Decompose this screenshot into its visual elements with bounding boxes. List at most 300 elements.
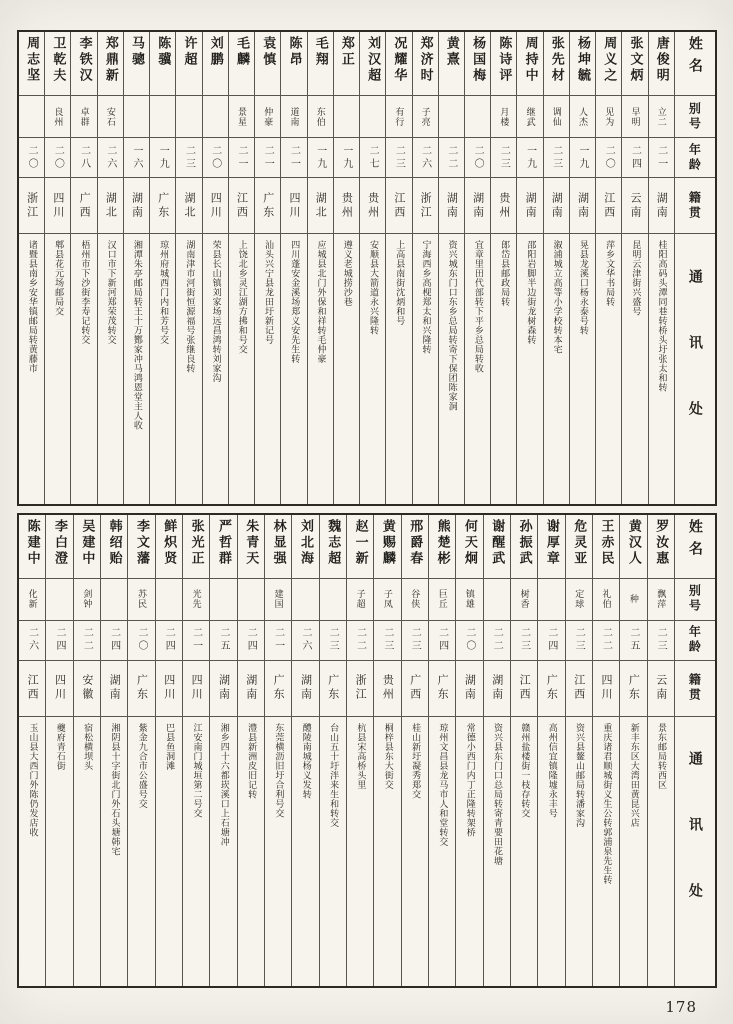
person-age-text: 二三 <box>498 144 510 171</box>
person-age-text: 二四 <box>163 627 175 653</box>
person-age-text: 二〇 <box>603 144 615 171</box>
person-column <box>45 32 71 504</box>
person-address-text: 诸暨县南乡安华镇邮局转黄藤市 <box>26 240 37 373</box>
person-name-text: 黄赐麟 <box>379 518 395 567</box>
person-name <box>360 32 385 96</box>
person-name-text: 邢爵春 <box>407 518 423 567</box>
person-native-place-text: 湖南 <box>108 674 122 702</box>
person-age-text: 二一 <box>272 627 284 653</box>
person-address-text: 紫金九合市公盛号交 <box>136 722 147 808</box>
person-column <box>622 32 648 504</box>
person-address-text: 新丰东区大湾田黄昆兴店 <box>628 722 639 827</box>
person-name-text: 陈骥 <box>155 36 171 68</box>
person-name-text: 朱青天 <box>243 518 259 567</box>
person-alias <box>538 579 564 621</box>
person-age-text: 二七 <box>367 144 379 171</box>
person-alias <box>150 96 175 138</box>
person-name <box>46 515 72 579</box>
person-name-text: 韩绍贻 <box>106 518 122 567</box>
person-alias <box>19 579 45 621</box>
person-alias-text: 子超 <box>354 589 365 609</box>
person-alias-text: 立二 <box>655 106 666 127</box>
person-name <box>238 515 264 579</box>
person-age <box>124 138 149 178</box>
person-address <box>98 234 123 504</box>
person-alias-text: 谷侠 <box>409 589 420 609</box>
person-name <box>649 32 674 96</box>
person-column <box>308 32 334 504</box>
person-native-place <box>593 661 619 717</box>
person-age <box>491 138 516 178</box>
person-age <box>374 621 400 661</box>
person-age-text: 二三 <box>550 144 562 171</box>
person-name <box>374 515 400 579</box>
person-native-place <box>19 178 44 234</box>
person-age-text: 一九 <box>524 144 536 171</box>
person-address-text: 梧州市下沙街李寿记转交 <box>79 240 90 345</box>
person-age-text: 二五 <box>627 627 639 653</box>
person-age <box>593 621 619 661</box>
person-alias-text: 巨丘 <box>436 589 447 609</box>
row-label-alias-text: 别号 <box>687 101 702 132</box>
person-address <box>45 234 70 504</box>
person-alias <box>292 579 318 621</box>
person-age <box>596 138 621 178</box>
person-age <box>74 621 100 661</box>
person-native-place-text: 湖北 <box>314 191 328 220</box>
person-alias-text: 子凤 <box>381 589 392 609</box>
person-address-text: 台山五十圩泮来生和转交 <box>328 722 339 827</box>
person-alias <box>648 579 674 621</box>
person-native-place-text: 湖南 <box>524 191 538 220</box>
person-native-place <box>183 661 209 717</box>
person-native-place-text: 四川 <box>287 191 301 220</box>
person-column <box>19 32 45 504</box>
person-age-text: 二四 <box>108 627 120 653</box>
person-native-place <box>71 178 96 234</box>
person-column <box>265 515 292 987</box>
person-name-text: 周志坚 <box>24 36 40 84</box>
person-address-text: 应城县北门外保和祥转毛仲豪 <box>315 240 326 364</box>
row-label-native-place-text: 籍贯 <box>687 673 702 703</box>
person-alias-text: 飘萍 <box>655 589 666 609</box>
person-native-place-text: 广西 <box>408 674 422 702</box>
person-alias-text: 化新 <box>26 589 37 609</box>
person-native-place-text: 四川 <box>190 674 204 702</box>
person-alias-text: 安石 <box>104 106 115 127</box>
person-age-text: 二六 <box>299 627 311 653</box>
row-label-age <box>675 138 715 178</box>
person-native-place-text: 广东 <box>545 674 559 702</box>
person-address <box>265 717 291 987</box>
person-age-text: 二一 <box>655 144 667 171</box>
person-name-text: 谢醒武 <box>489 518 505 567</box>
person-name-text: 郑正 <box>338 36 354 68</box>
person-address-text: 湘阴县十字街北门外石头塘韩宅 <box>109 722 120 856</box>
person-column <box>292 515 319 987</box>
person-address-text: 宿松横坝头 <box>82 722 93 770</box>
person-age-text: 一九 <box>157 144 169 171</box>
person-address <box>413 234 438 504</box>
person-column <box>210 515 237 987</box>
person-name <box>648 515 674 579</box>
person-age-text: 二〇 <box>135 627 147 653</box>
person-age <box>71 138 96 178</box>
person-column <box>229 32 255 504</box>
person-age <box>439 138 464 178</box>
person-age <box>517 138 542 178</box>
person-address-text: 溆浦城立高等小学校转本宅 <box>551 240 562 354</box>
person-address-text: 上高县南街沈炳和号 <box>394 240 405 326</box>
person-address-text: 醴陵南城杨义发转 <box>300 722 311 799</box>
person-age <box>183 621 209 661</box>
person-native-place <box>203 178 228 234</box>
person-native-place-text: 湖南 <box>130 191 144 220</box>
person-name-text: 谢厚章 <box>543 518 559 567</box>
person-alias-text: 调仙 <box>550 106 561 127</box>
row-label-name <box>675 515 715 579</box>
person-name <box>265 515 291 579</box>
person-native-place <box>176 178 201 234</box>
person-name-text: 黄汉人 <box>625 518 641 567</box>
person-name-text: 黄熹 <box>443 36 459 68</box>
person-native-place <box>45 178 70 234</box>
person-address-text: 夔府青石街 <box>54 722 65 770</box>
person-name <box>439 32 464 96</box>
person-age-text: 二六 <box>419 144 431 171</box>
person-age <box>255 138 280 178</box>
person-name-text: 林显强 <box>270 518 286 567</box>
person-native-place-text: 湖北 <box>183 191 197 220</box>
person-native-place-text: 湖南 <box>463 674 477 702</box>
person-alias <box>98 96 123 138</box>
person-native-place-text: 云南 <box>629 191 642 220</box>
person-address <box>511 717 537 987</box>
person-native-place-text: 湖南 <box>217 674 231 702</box>
person-column <box>238 515 265 987</box>
person-alias <box>517 96 542 138</box>
person-name-text: 郑济时 <box>417 36 433 84</box>
person-address-text: 四川蓬安金溪场郑义安先生转 <box>289 240 300 364</box>
person-native-place <box>46 661 72 717</box>
person-name-text: 熊楚彬 <box>434 518 450 567</box>
person-native-place <box>347 661 373 717</box>
person-name-text: 周义之 <box>601 36 617 84</box>
person-alias-text: 继武 <box>524 106 535 127</box>
person-native-place <box>620 661 646 717</box>
person-native-place-text: 四川 <box>51 191 65 220</box>
person-age-text: 二五 <box>217 627 229 653</box>
person-alias-text: 仲豪 <box>262 106 273 127</box>
person-age-text: 二二 <box>354 627 366 653</box>
person-native-place <box>439 178 464 234</box>
person-name <box>45 32 70 96</box>
row-label-age-text: 年龄 <box>687 142 702 173</box>
person-column <box>456 515 483 987</box>
person-age-text: 二三 <box>183 144 195 171</box>
person-address-text: 琼州府城西门内和芳号交 <box>158 240 169 345</box>
person-alias <box>402 579 428 621</box>
person-address-text: 湘乡四十六都崁溪口上石塘冲 <box>218 722 229 846</box>
person-age <box>538 621 564 661</box>
person-native-place-text: 江西 <box>392 191 406 220</box>
person-age-text: 一九 <box>340 144 352 171</box>
person-native-place <box>456 661 482 717</box>
row-label-column <box>675 515 715 987</box>
person-address-text: 资兴县东门口总局转寄青要田花塘 <box>492 722 503 865</box>
person-alias <box>101 579 127 621</box>
person-address <box>176 234 201 504</box>
row-label-age-text: 年龄 <box>687 625 702 655</box>
person-native-place-text: 贵州 <box>340 191 354 220</box>
person-native-place-text: 贵州 <box>381 674 395 702</box>
person-name <box>593 515 619 579</box>
person-native-place <box>511 661 537 717</box>
person-address <box>308 234 333 504</box>
person-name-text: 张先材 <box>548 36 564 84</box>
person-column <box>156 515 183 987</box>
person-name <box>402 515 428 579</box>
person-native-place <box>544 178 569 234</box>
person-address <box>538 717 564 987</box>
person-address <box>74 717 100 987</box>
person-name-text: 卫乾夫 <box>50 36 66 84</box>
person-native-place <box>491 178 516 234</box>
person-name-text: 张光正 <box>188 518 204 567</box>
person-alias-text: 镇雄 <box>463 589 474 609</box>
person-alias-text: 苏民 <box>135 589 146 609</box>
person-age <box>570 138 595 178</box>
person-column <box>183 515 210 987</box>
person-native-place-text: 广西 <box>78 191 92 220</box>
person-address-text: 汕头兴宁县龙田圩新记号 <box>263 240 274 345</box>
person-native-place <box>150 178 175 234</box>
person-alias <box>593 579 619 621</box>
person-column <box>98 32 124 504</box>
person-native-place <box>484 661 510 717</box>
person-native-place <box>124 178 149 234</box>
person-address-text: 湘潭朱亭邮局转王十万酂家冲马鸿恩堂主人收 <box>131 240 142 430</box>
row-label-native-place-text: 籍贯 <box>687 190 702 221</box>
person-native-place-text: 湖南 <box>655 191 669 220</box>
person-address-text: 江安南门城垣第二号交 <box>191 722 202 818</box>
person-address <box>648 717 674 987</box>
person-address <box>649 234 674 504</box>
person-address-text: 东莞横沥旧圩合利号交 <box>273 722 284 818</box>
person-native-place-text: 江西 <box>518 674 532 702</box>
person-name-text: 陈诗评 <box>496 36 512 84</box>
person-name <box>128 515 154 579</box>
person-age <box>128 621 154 661</box>
person-column <box>176 32 202 504</box>
person-alias-text: 道南 <box>288 106 299 127</box>
person-native-place <box>374 661 400 717</box>
person-alias <box>491 96 516 138</box>
person-native-place <box>402 661 428 717</box>
person-native-place-text: 广东 <box>436 674 450 702</box>
person-native-place <box>334 178 359 234</box>
person-name-text: 魏志超 <box>325 518 341 567</box>
person-address-text: 宜章里田代部转下平乡总局转收 <box>472 240 483 373</box>
person-age <box>465 138 490 178</box>
person-native-place-text: 湖南 <box>550 191 564 220</box>
person-address <box>124 234 149 504</box>
person-age-text: 二四 <box>436 627 448 653</box>
person-age-text: 二一 <box>190 627 202 653</box>
person-age-text: 二三 <box>573 627 585 653</box>
person-age-text: 二六 <box>26 627 38 653</box>
person-alias-text: 子亮 <box>419 106 430 127</box>
person-name-text: 陈昂 <box>286 36 302 68</box>
person-address <box>334 234 359 504</box>
person-name <box>429 515 455 579</box>
person-native-place <box>570 178 595 234</box>
person-column <box>465 32 491 504</box>
person-name <box>19 515 45 579</box>
person-address-text: 湖南津市河街恒源福号张继良转 <box>184 240 195 373</box>
person-native-place-text: 江西 <box>602 191 616 220</box>
person-alias <box>46 579 72 621</box>
person-native-place <box>360 178 385 234</box>
person-native-place-text: 四川 <box>600 674 614 702</box>
person-address-text: 桂山新圩凝秀郑交 <box>410 722 421 799</box>
person-alias <box>255 96 280 138</box>
person-address-text: 澧县新洲皮旧记转 <box>246 722 257 799</box>
person-column <box>101 515 128 987</box>
person-alias <box>210 579 236 621</box>
person-name-text: 鲜炽贤 <box>161 518 177 567</box>
person-address <box>255 234 280 504</box>
person-name-text: 唐俊明 <box>653 36 669 84</box>
person-name-text: 况耀华 <box>391 36 407 84</box>
person-alias <box>229 96 254 138</box>
person-address-text: 资兴城东门口东乡总局转寄下保团陈家洞 <box>446 240 457 411</box>
person-name <box>538 515 564 579</box>
person-address-text: 景东邮局转西区 <box>656 722 667 789</box>
person-native-place <box>622 178 647 234</box>
person-address <box>156 717 182 987</box>
person-column <box>360 32 386 504</box>
person-native-place <box>308 178 333 234</box>
row-label-name <box>675 32 715 96</box>
person-alias <box>124 96 149 138</box>
person-age-text: 二三 <box>409 627 421 653</box>
person-alias <box>308 96 333 138</box>
person-address <box>320 717 346 987</box>
person-column <box>124 32 150 504</box>
row-label-alias <box>675 579 715 621</box>
person-name <box>413 32 438 96</box>
person-age <box>238 621 264 661</box>
person-age <box>566 621 592 661</box>
person-name-text: 刘汉超 <box>365 36 381 84</box>
person-native-place <box>210 661 236 717</box>
person-name <box>124 32 149 96</box>
person-address-text: 高州信宜镇隆墟永丰号 <box>546 722 557 818</box>
person-address-text: 安顺县大箭道永兴隆转 <box>367 240 378 335</box>
person-address <box>71 234 96 504</box>
person-address-text: 巴县鱼洞滩 <box>164 722 175 770</box>
person-native-place-text: 安徽 <box>80 674 94 702</box>
person-name <box>210 515 236 579</box>
person-alias <box>456 579 482 621</box>
person-age <box>456 621 482 661</box>
person-alias <box>19 96 44 138</box>
person-column <box>71 32 97 504</box>
person-name-text: 杨坤毓 <box>575 36 591 84</box>
person-address-text: 玉山县大西门外陈仍发店收 <box>27 722 38 837</box>
person-native-place-text: 湖南 <box>445 191 459 220</box>
person-age <box>649 138 674 178</box>
person-native-place-text: 湖南 <box>490 674 504 702</box>
person-native-place-text: 浙江 <box>25 191 39 220</box>
person-alias <box>566 579 592 621</box>
person-address <box>429 717 455 987</box>
person-native-place-text: 湖南 <box>471 191 485 220</box>
person-alias-text: 光先 <box>190 589 201 609</box>
person-name <box>308 32 333 96</box>
person-native-place <box>74 661 100 717</box>
person-address <box>456 717 482 987</box>
person-native-place-text: 湖北 <box>104 191 118 220</box>
person-alias <box>265 579 291 621</box>
person-name-text: 罗汝惠 <box>653 518 669 567</box>
person-name <box>292 515 318 579</box>
person-name-text: 危灵亚 <box>571 518 587 567</box>
person-name <box>101 515 127 579</box>
person-alias <box>386 96 411 138</box>
person-address-text: 萍乡文华书局转 <box>604 240 615 307</box>
person-age-text: 二二 <box>81 627 93 653</box>
person-age-text: 二〇 <box>472 144 484 171</box>
person-age-text: 二八 <box>78 144 90 171</box>
person-alias <box>156 579 182 621</box>
person-age <box>46 621 72 661</box>
person-age <box>229 138 254 178</box>
person-native-place-text: 广东 <box>272 674 286 702</box>
directory-block-bottom <box>17 513 717 989</box>
person-address <box>281 234 306 504</box>
person-address <box>183 717 209 987</box>
person-column <box>538 515 565 987</box>
person-alias <box>484 579 510 621</box>
person-age <box>360 138 385 178</box>
person-native-place <box>649 178 674 234</box>
person-address <box>374 717 400 987</box>
person-name-text: 马骢 <box>129 36 145 68</box>
person-alias-text: 卓群 <box>78 106 89 127</box>
person-name-text: 李白澄 <box>51 518 67 567</box>
person-alias <box>128 579 154 621</box>
person-age-text: 二二 <box>445 144 457 171</box>
person-column <box>648 515 675 987</box>
person-native-place <box>255 178 280 234</box>
person-native-place-text: 广东 <box>326 674 340 702</box>
person-alias-text: 种 <box>627 594 638 604</box>
row-label-age <box>675 621 715 661</box>
person-name-text: 刘鹏 <box>207 36 223 68</box>
person-address <box>439 234 464 504</box>
person-age <box>150 138 175 178</box>
person-address-text: 桐梓县东大街交 <box>382 722 393 789</box>
person-alias <box>374 579 400 621</box>
person-address-text: 晃县龙溪口杨永泰号转 <box>577 240 588 335</box>
person-address <box>620 717 646 987</box>
person-alias <box>544 96 569 138</box>
person-alias-text: 东伯 <box>314 106 325 127</box>
person-alias-text: 早明 <box>629 106 640 127</box>
person-column <box>150 32 176 504</box>
